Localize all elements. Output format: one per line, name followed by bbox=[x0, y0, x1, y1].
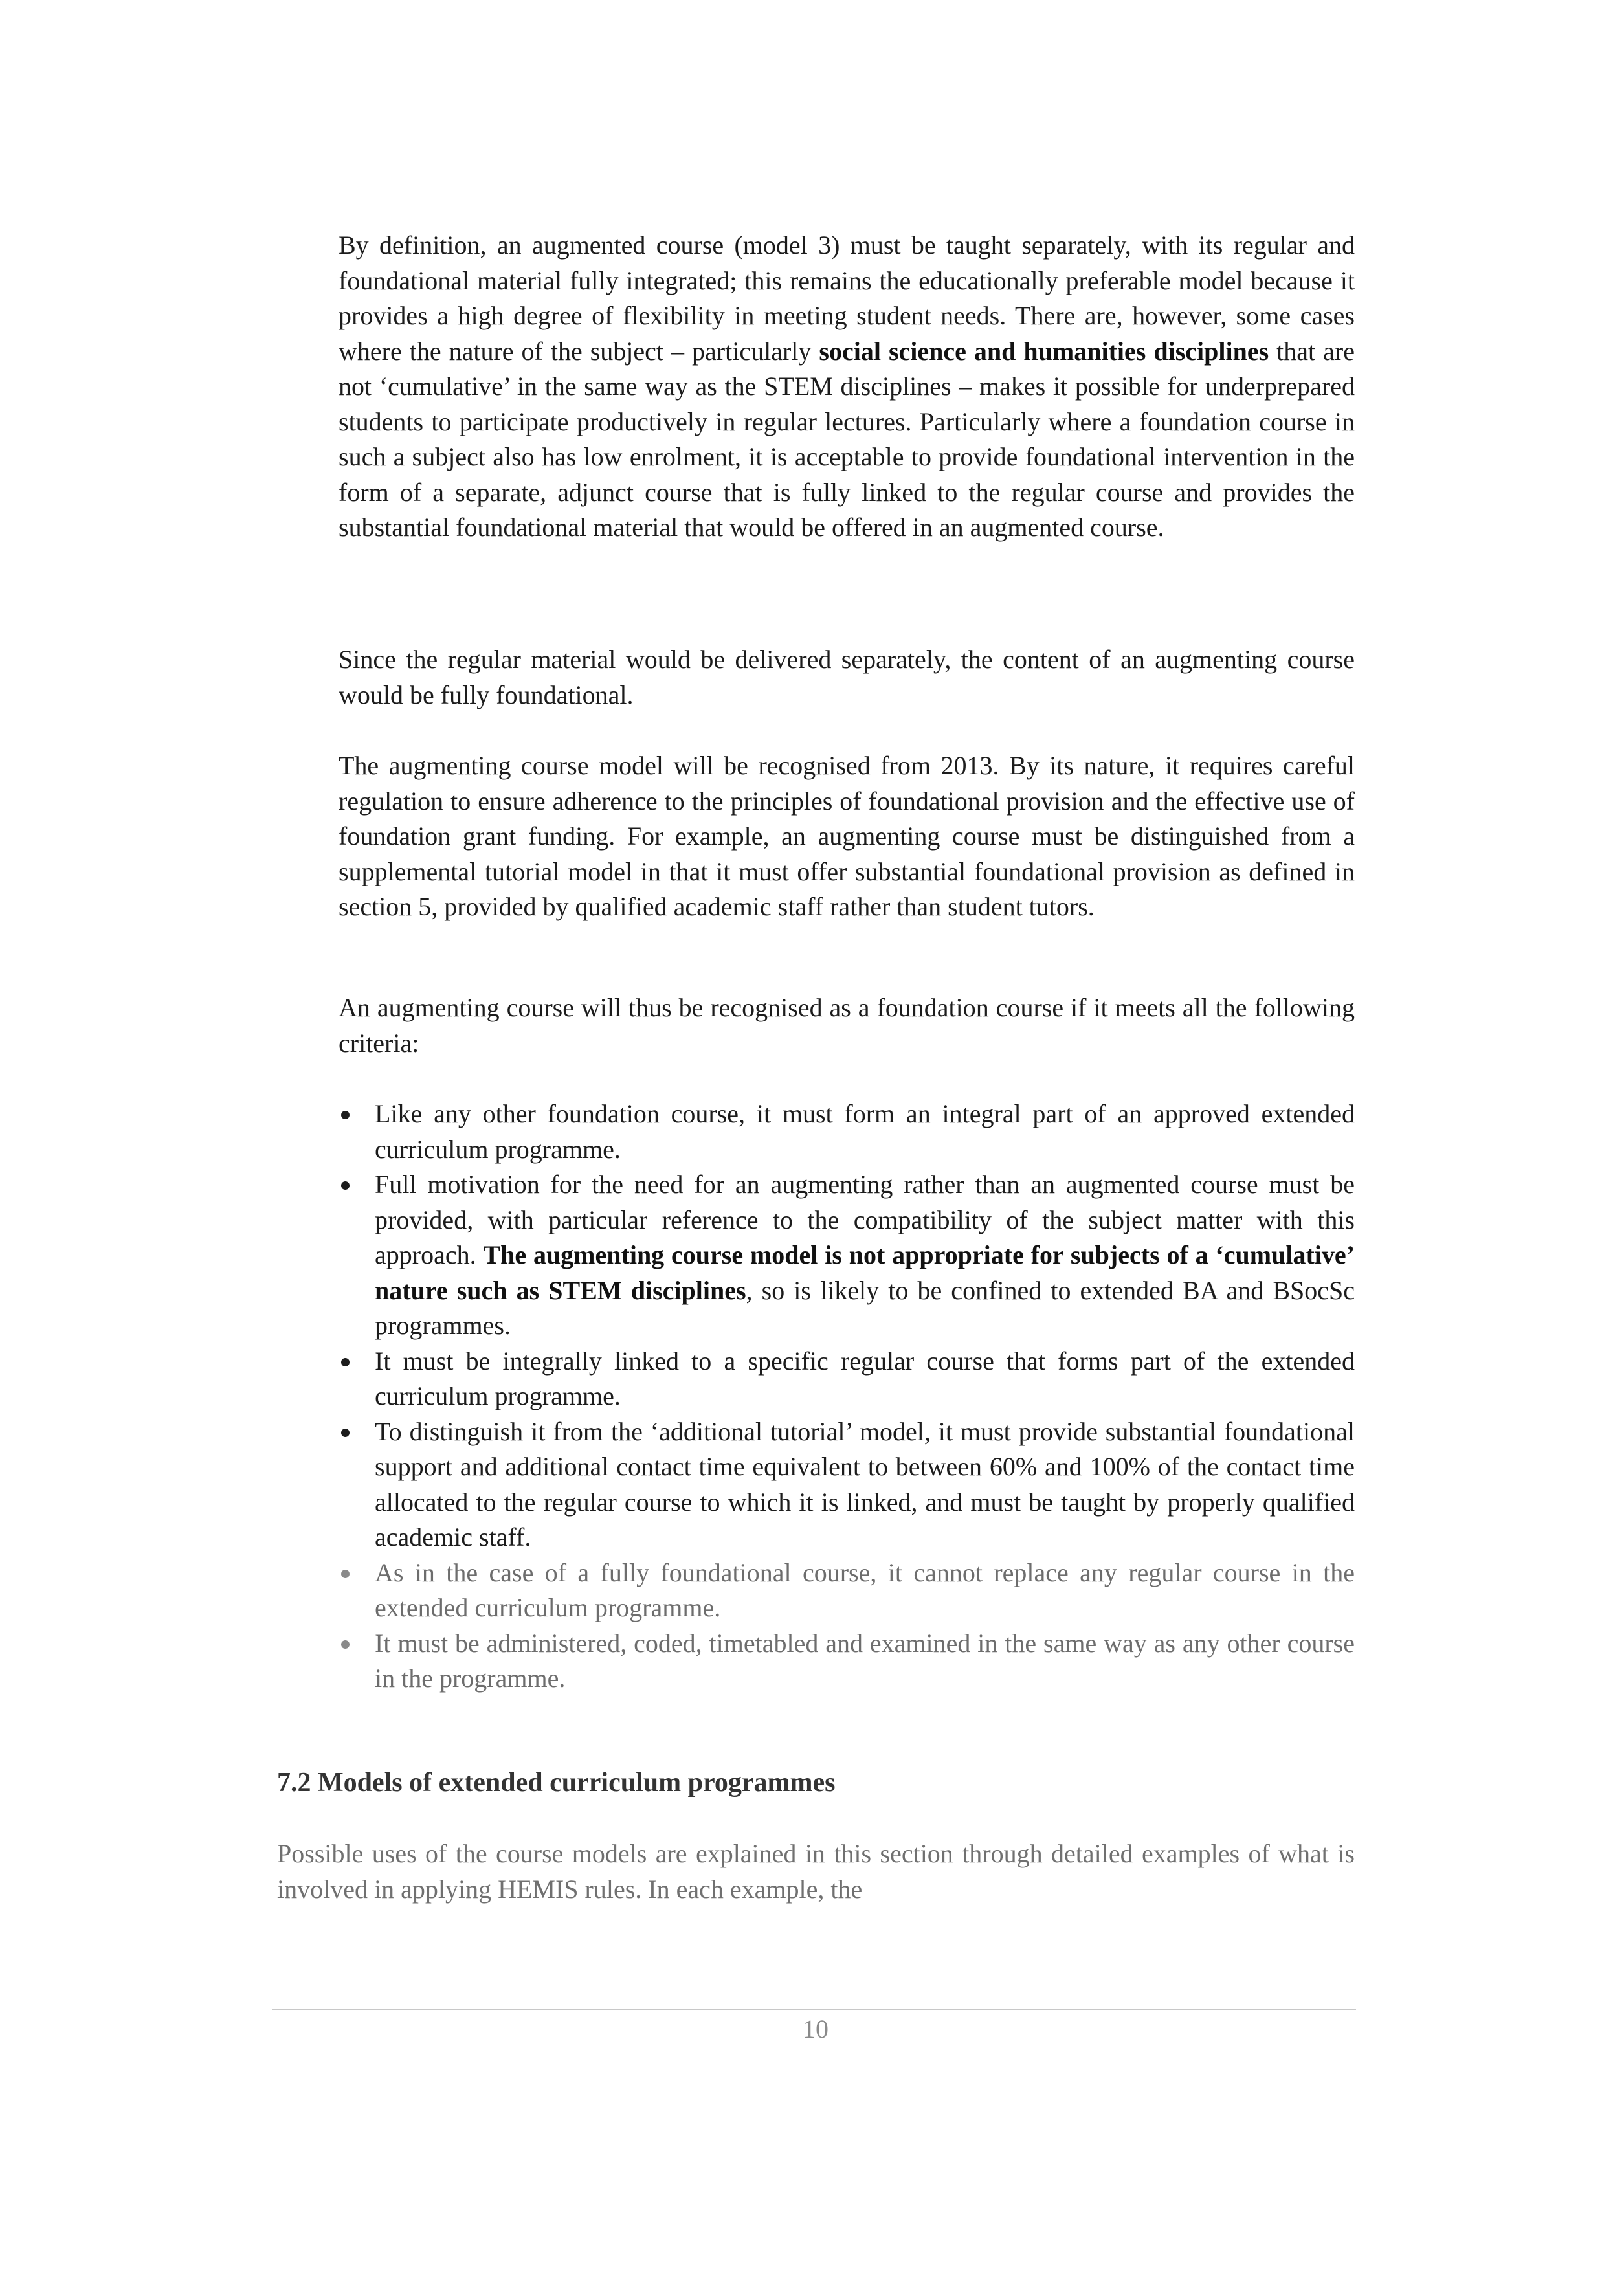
list-item bbox=[339, 1626, 1355, 1697]
list-item bbox=[339, 1344, 1355, 1414]
list-item-text: To distinguish it from the ‘additional tutorial’ model, it must provide substantial foundational support and additional contact time equivalent to between 60% and 100% of the contact time allocated to the regular course to which it is linked, and must be taught by properly qualified academic staff. bbox=[375, 1416, 1355, 1552]
bullet-icon bbox=[341, 1111, 350, 1119]
paragraph-text: that are not ‘cumulative’ in the same way as the STEM disciplines – makes it possible for underprepared students to participate productively in regular lectures. Particularly where a foundation course in such a subject also has low enrolment, it is acceptable to provide foundational intervention in the form of a separate, adjunct course that is fully linked to the regular course and provides the substantial foundational material that would be offered in an augmented course. bbox=[339, 336, 1355, 542]
list-item bbox=[339, 1097, 1355, 1167]
list-item-text: It must be administered, coded, timetabled and examined in the same way as any other course in the programme. bbox=[375, 1628, 1355, 1693]
list-item-text: As in the case of a fully foundational course, it cannot replace any regular course in the extended curriculum programme. bbox=[375, 1557, 1355, 1622]
paragraph-section-intro: Possible uses of the course models are explained in this section through detailed examples of what is involved in applying HEMIS rules. In each example, the bbox=[277, 1839, 1355, 1904]
paragraph-augmented-course-definition bbox=[339, 228, 1355, 546]
bullet-icon bbox=[341, 1181, 350, 1190]
list-item-text: , so is likely to be confined to extended BA and BSocSc programmes. bbox=[375, 1275, 1355, 1340]
list-item-text: Full motivation for the need for an augmenting rather than an augmented course must be provided, with particular reference to the compatibility of the subject matter with this approach. bbox=[375, 1170, 1355, 1269]
criteria-list bbox=[339, 1097, 1355, 1697]
bold-emphasis-stem-warning: The augmenting course model is not appropriate for subjects of a ‘cumulative’ nature such as STEM disciplines bbox=[375, 1240, 1355, 1305]
bullet-icon bbox=[341, 1358, 350, 1366]
list-item bbox=[339, 1555, 1355, 1626]
list-item-text: It must be integrally linked to a specific regular course that forms part of the extended curriculum programme. bbox=[375, 1346, 1355, 1410]
list-item bbox=[339, 1167, 1355, 1344]
paragraph-text: By definition, an augmented course (model 3) must be taught separately, with its regular and foundational material fully integrated; this remains the educationally preferable model because it provides a high degree of flexibility in meeting student needs. There are, however, some cases where the nature of the subject – particularly bbox=[339, 230, 1355, 366]
page-number: 10 bbox=[803, 2014, 829, 2044]
list-item bbox=[339, 1414, 1355, 1555]
bold-emphasis-social-science: social science and humanities disciplines bbox=[819, 336, 1269, 366]
bullet-icon bbox=[341, 1429, 350, 1437]
list-item-text: Like any other foundation course, it must form an integral part of an approved extended curriculum programme. bbox=[375, 1099, 1355, 1164]
bullet-icon bbox=[341, 1640, 350, 1649]
bullet-icon bbox=[341, 1570, 350, 1578]
footer-divider bbox=[272, 2009, 1356, 2010]
paragraph-augmenting-content: Since the regular material would be delivered separately, the content of an augmenting course would be fully foundational. bbox=[339, 645, 1355, 709]
paragraph-augmenting-model-recognition: The augmenting course model will be recognised from 2013. By its nature, it requires careful regulation to ensure adherence to the principles of foundational provision and the effective use of foundation grant funding. For example, an augmenting course must be distinguished from a supplemental tutorial model in that it must offer substantial foundational provision as defined in section 5, provided by qualified academic staff rather than student tutors. bbox=[339, 751, 1355, 921]
paragraph-criteria-intro: An augmenting course will thus be recognised as a foundation course if it meets all the following criteria: bbox=[339, 993, 1355, 1058]
section-heading: 7.2 Models of extended curriculum programmes bbox=[277, 1768, 836, 1798]
